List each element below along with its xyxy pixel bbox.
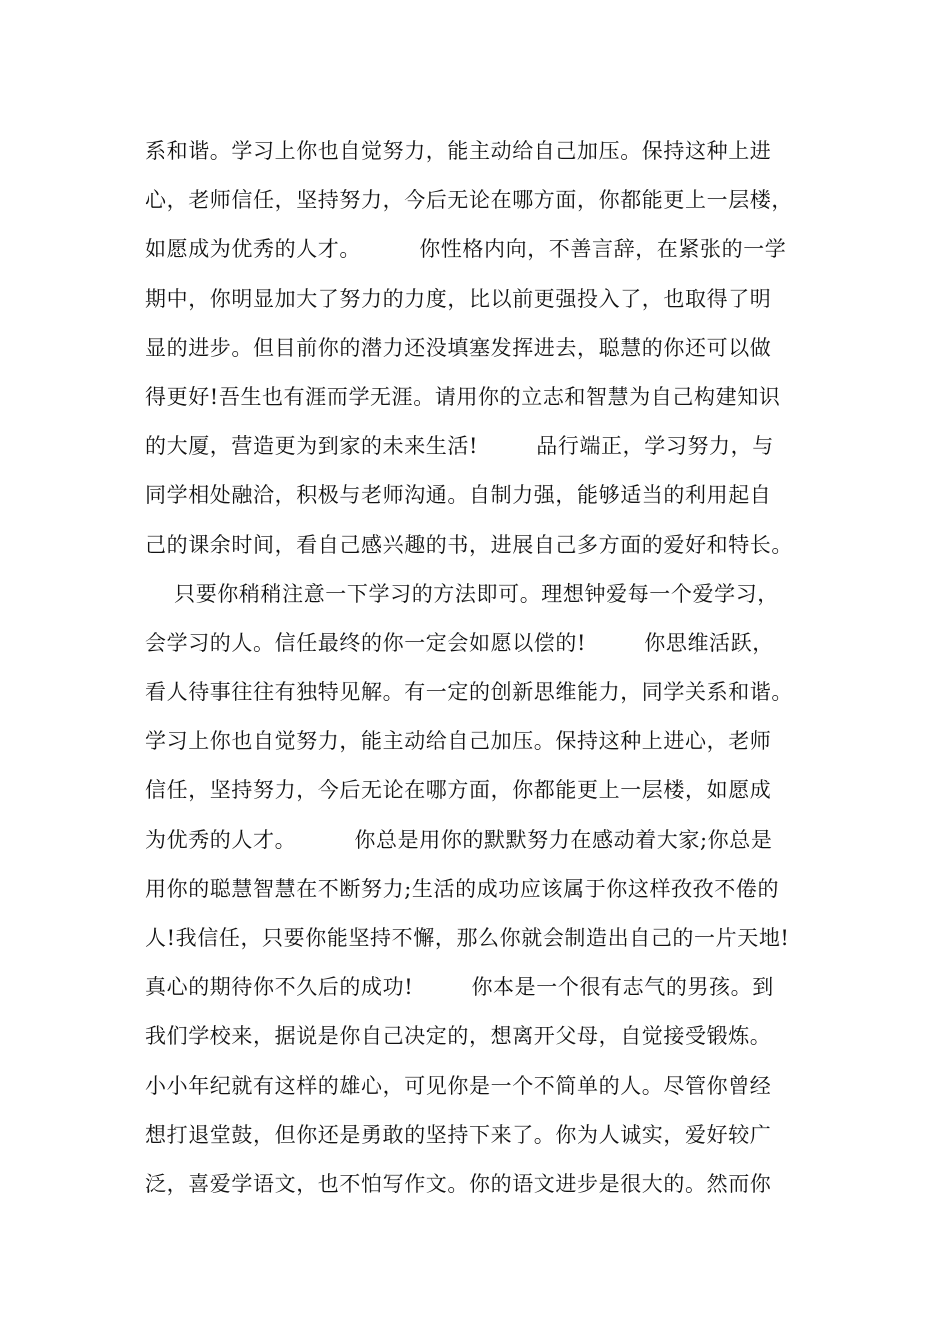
text-line-4: 期中，你明显加大了努力的力度，比以前更强投入了，也取得了明 <box>145 286 772 311</box>
text-line-17: 人!我信任，只要你能坚持不懈，那么你就会制造出自己的一片天地! <box>145 926 790 950</box>
text-line-1: 系和谐。学习上你也自觉努力，能主动给自己加压。保持这种上进 <box>145 139 772 163</box>
document-text-body <box>145 127 835 1209</box>
text-line-6: 得更好!吾生也有涯而学无涯。请用你的立志和智慧为自己构建知识 <box>145 384 781 409</box>
text-line-20: 小小年纪就有这样的雄心，可见你是一个不简单的人。尽管你曾经 <box>145 1073 772 1098</box>
text-line-19: 我们学校来，据说是你自己决定的，想离开父母，自觉接受锻炼。 <box>145 1024 772 1049</box>
text-line-9: 己的课余时间，看自己感兴趣的书，进展自己多方面的爱好和特长。 <box>145 532 793 557</box>
text-line-12: 看人待事往往有独特见解。有一定的创新思维能力，同学关系和谐。 <box>145 680 793 705</box>
text-line-11: 会学习的人。信任最终的你一定会如愿以偿的! 你思维活跃， <box>145 630 774 655</box>
text-line-10: 只要你稍稍注意一下学习的方法即可。理想钟爱每一个爱学习， <box>145 581 779 606</box>
text-line-7: 的大厦，营造更为到家的未来生活! 品行端正，学习努力，与 <box>145 434 774 459</box>
text-line-18: 真心的期待你不久后的成功! 你本是一个很有志气的男孩。到 <box>145 975 774 1000</box>
text-line-14: 信任，坚持努力，今后无论在哪方面，你都能更上一层楼，如愿成 <box>145 778 772 803</box>
text-line-22: 泛，喜爱学语文，也不怕写作文。你的语文进步是很大的。然而你 <box>145 1171 772 1196</box>
text-line-3: 如愿成为优秀的人才。 你性格内向，不善言辞，在紧张的一学 <box>145 237 787 262</box>
text-line-5: 显的进步。但目前你的潜力还没填塞发挥进去，聪慧的你还可以做 <box>145 335 772 360</box>
text-line-8: 同学相处融洽，积极与老师沟通。自制力强，能够适当的利用起自 <box>145 483 772 508</box>
text-line-16: 用你的聪慧智慧在不断努力;生活的成功应该属于你这样孜孜不倦的 <box>145 876 780 901</box>
text-line-21: 想打退堂鼓，但你还是勇敢的坚持下来了。你为人诚实，爱好较广 <box>145 1122 772 1147</box>
text-line-2: 心，老师信任，坚持努力，今后无论在哪方面，你都能更上一层楼， <box>145 188 793 213</box>
text-line-13: 学习上你也自觉努力，能主动给自己加压。保持这种上进心，老师 <box>145 729 772 754</box>
text-line-15: 为优秀的人才。 你总是用你的默默努力在感动着大家;你总是 <box>145 827 773 852</box>
